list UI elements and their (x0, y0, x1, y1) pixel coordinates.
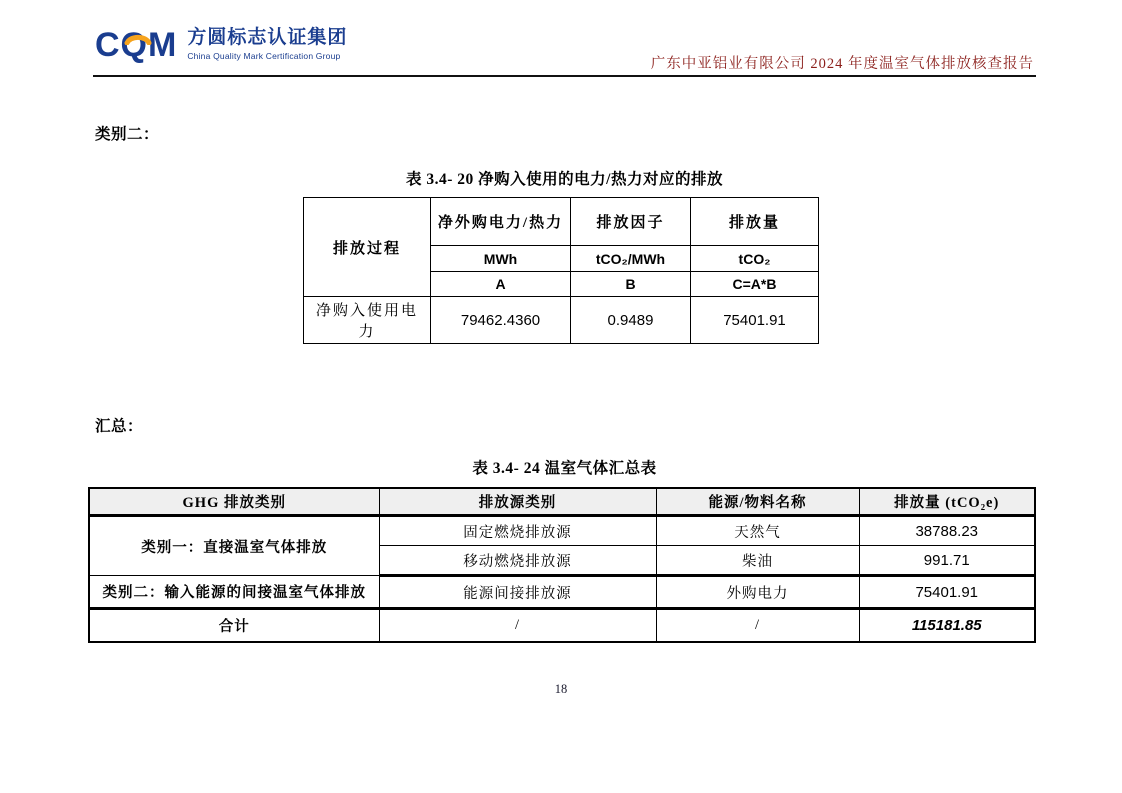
cqm-logo (95, 20, 347, 62)
logo-chinese-name: 方圆标志认证集团 (187, 27, 348, 49)
table-ghg-summary (88, 487, 1036, 643)
logo-english-name: China Quality Mark Certification Group (187, 50, 341, 61)
cqm-logo-acronym (95, 20, 177, 62)
table2-material-cell: 外购电力 (656, 576, 859, 609)
table2-source-cell: 移动燃烧排放源 (379, 546, 656, 576)
table2-amount-cell: 38788.23 (859, 516, 1035, 546)
section-label-category2: 类别二： (95, 126, 160, 143)
table2-amount-cell: 991.71 (859, 546, 1035, 576)
page-number: 18 (554, 682, 568, 696)
table1-row-header: 排放过程 (304, 198, 431, 297)
table2-amount-cell: 75401.91 (859, 576, 1035, 609)
table-row (304, 297, 819, 344)
table2-total-label: 合计 (89, 609, 379, 642)
header-divider (93, 75, 1036, 77)
table2-header-cell: GHG 排放类别 (89, 488, 379, 516)
logo-acronym-text: CQM (95, 26, 178, 64)
table1-letter-cell: A (431, 272, 571, 297)
table2-title: 表 3.4- 24 温室气体汇总表 (472, 460, 657, 477)
table1-title: 表 3.4- 20 净购入使用的电力/热力对应的排放 (406, 171, 723, 188)
table1-data-label: 净购入使用电力 (304, 297, 431, 344)
logo-names (187, 21, 347, 61)
table1-value-cell: 0.9489 (571, 297, 691, 344)
table1-value-cell: 79462.4360 (431, 297, 571, 344)
table1-unit-cell: MWh (431, 246, 571, 272)
table1-letter-cell: B (571, 272, 691, 297)
table1-unit-cell: tCO₂ (691, 246, 819, 272)
table2-header-cell: 排放源类别 (379, 488, 656, 516)
table-row (89, 576, 1035, 609)
table2-source-cell: / (379, 609, 656, 642)
table2-category-cell: 类别一：直接温室气体排放 (89, 516, 379, 576)
table2-material-cell: 柴油 (656, 546, 859, 576)
table2-source-cell: 固定燃烧排放源 (379, 516, 656, 546)
table1-value-cell: 75401.91 (691, 297, 819, 344)
table-row (89, 516, 1035, 546)
table-header-row (89, 488, 1035, 516)
report-header-title: 广东中亚铝业有限公司 2024 年度温室气体排放核查报告 (650, 56, 1034, 72)
table1-col-header: 排放因子 (571, 198, 691, 246)
table1-col-header: 净外购电力/热力 (431, 198, 571, 246)
table2-category-cell: 类别二：输入能源的间接温室气体排放 (89, 576, 379, 609)
table1-unit-cell: tCO₂/MWh (571, 246, 691, 272)
section-label-summary: 汇总： (95, 418, 144, 435)
table1-letter-cell: C=A*B (691, 272, 819, 297)
table2-source-cell: 能源间接排放源 (379, 576, 656, 609)
table2-material-cell: 天然气 (656, 516, 859, 546)
table2-header-cell: 能源/物料名称 (656, 488, 859, 516)
table-total-row (89, 609, 1035, 642)
logo-arc-icon (124, 17, 152, 51)
table-electricity-emissions (303, 197, 819, 344)
table2-material-cell: / (656, 609, 859, 642)
table2-header-cell: 排放量 (tCO₂e) (859, 488, 1035, 516)
table1-col-header: 排放量 (691, 198, 819, 246)
table2-total-amount: 115181.85 (859, 609, 1035, 642)
